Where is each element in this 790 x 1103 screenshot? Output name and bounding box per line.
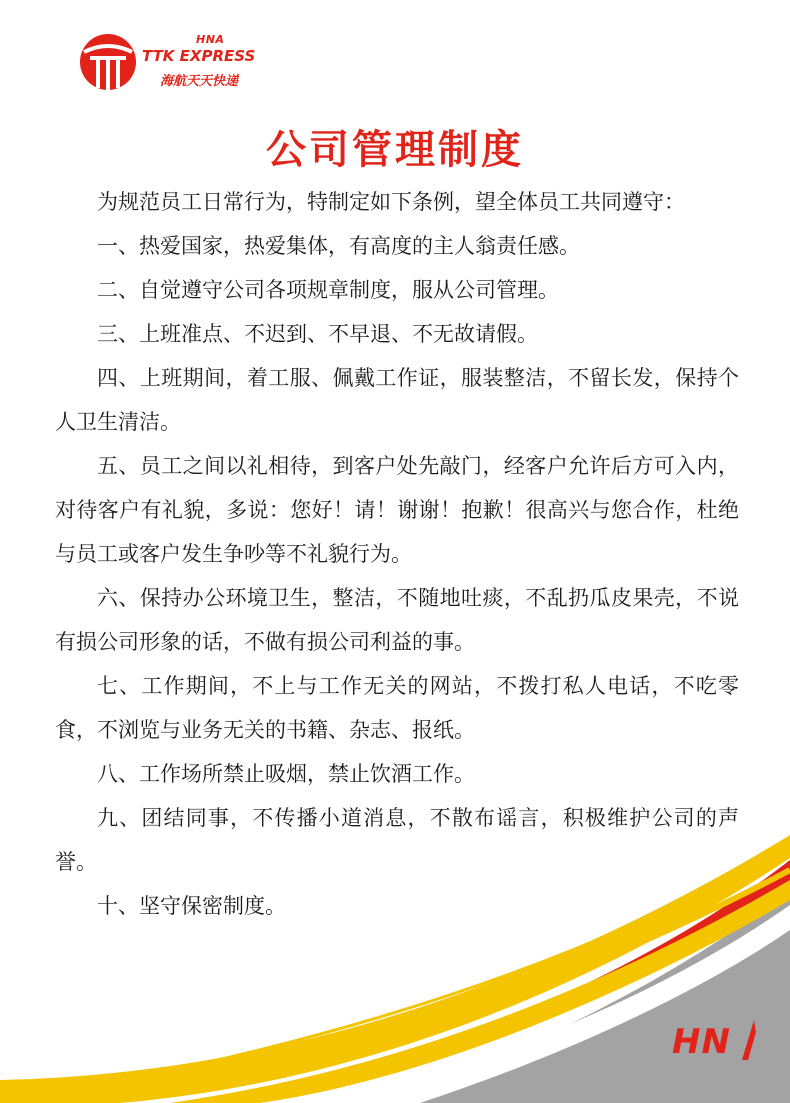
rule-item: 八、工作场所禁止吸烟，禁止饮酒工作。 bbox=[97, 762, 475, 786]
page-title: 公司管理制度 bbox=[266, 127, 524, 173]
rule-item: 十、坚守保密制度。 bbox=[97, 894, 286, 918]
rule-item: 一、热爱国家，热爱集体，有高度的主人翁责任感。 bbox=[97, 234, 580, 258]
rule-item: 二、自觉遵守公司各项规章制度，服从公司管理。 bbox=[97, 278, 559, 302]
rule-item: 三、上班准点、不迟到、不早退、不无故请假。 bbox=[97, 322, 538, 346]
ttk-logo bbox=[78, 30, 278, 94]
rule-item: 五、员工之间以礼相待，到客户处先敲门，经客户允许后方可入内，对待客户有礼貌，多说：您好！请！谢谢！抱歉！很高兴与您合作，杜绝与员工或客户发生争吵等不礼貌行为。 bbox=[55, 454, 739, 566]
logo-brand-name: TTK EXPRESS bbox=[142, 47, 256, 65]
rule-item: 四、上班期间，着工服、佩戴工作证，服装整洁，不留长发，保持个人卫生清洁。 bbox=[55, 366, 739, 434]
rule-item: 九、团结同事，不传播小道消息，不散布谣言，积极维护公司的声誉。 bbox=[55, 806, 739, 874]
rule-item: 七、工作期间，不上与工作无关的网站，不拨打私人电话，不吃零食，不浏览与业务无关的书籍、杂志、报纸。 bbox=[55, 674, 739, 742]
logo-hna-text: HNA bbox=[196, 33, 225, 46]
logo-brand-cn: 海航天天快递 bbox=[160, 74, 239, 89]
rules-body bbox=[55, 180, 739, 928]
rule-item: 六、保持办公环境卫生，整洁，不随地吐痰，不乱扔瓜皮果壳，不说有损公司形象的话，不做有损公司利益的事。 bbox=[55, 586, 739, 654]
hna-footer-logo: HN bbox=[672, 1022, 731, 1062]
intro-paragraph: 为规范员工日常行为，特制定如下条例，望全体员工共同遵守： bbox=[97, 190, 685, 214]
hna-slash-icon bbox=[740, 1018, 756, 1062]
ttk-logo-icon bbox=[78, 32, 138, 92]
